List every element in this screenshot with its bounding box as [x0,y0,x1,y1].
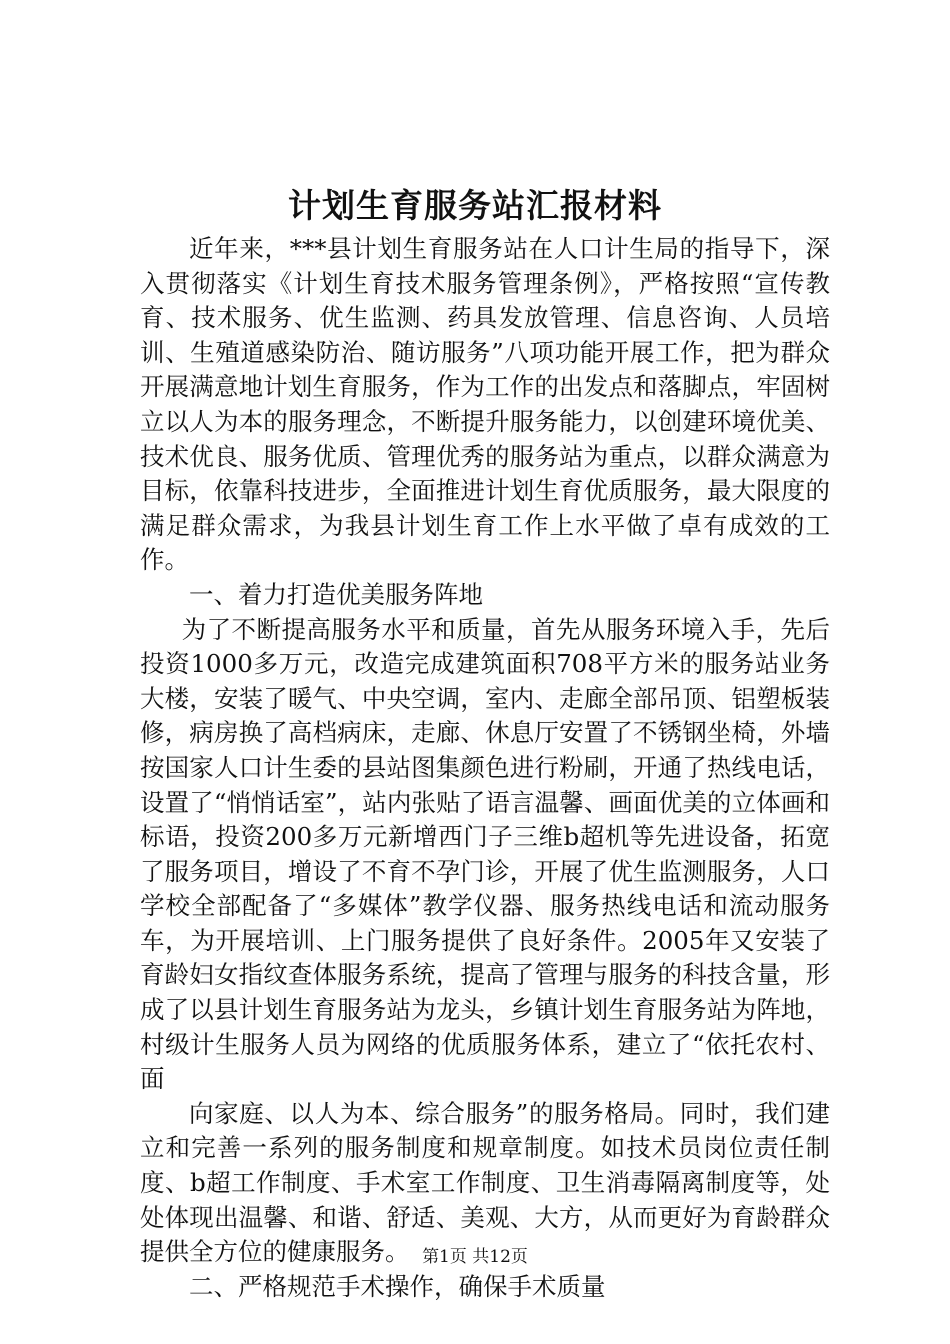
section-heading-1: 一、着力打造优美服务阵地 [189,579,483,609]
document-body [140,232,830,1304]
page-footer: 第1页 共12页 [422,1247,528,1267]
paragraph-intro: 近年来，***县计划生育服务站在人口计生局的指导下，深入贯彻落实《计划生育技术服务管理条例》，严格按照“宣传教育、技术服务、优生监测、药具发放管理、信息咨询、人员培训、生殖道感染防治、随访服务”八项功能开展工作，把为群众开展满意地计划生育服务，作为工作的出发点和落脚点，牢固树立以人为本的服务理念，不断提升服务能力，以创建环境优美、技术优良、服务优质、管理优秀的服务站为重点，以群众满意为目标，依靠科技进步，全面推进计划生育优质服务，最大限度的满足群众需求，为我县计划生育工作上水平做了卓有成效的工作。 [140,234,830,575]
paragraph-section-1-part-2: 向家庭、以人为本、综合服务”的服务格局。同时，我们建立和完善一系列的服务制度和规章制度。如技术员岗位责任制度、b超工作制度、手术室工作制度、卫生消毒隔离制度等，处处体现出温馨、和谐、舒适、美观、大方，从而更好为育龄群众提供全方位的健康服务。 [140,1098,830,1267]
document-title: 计划生育服务站汇报材料 [288,186,662,225]
section-heading-2: 二、严格规范手术操作，确保手术质量 [189,1271,606,1301]
paragraph-section-1-part-1: 为了不断提高服务水平和质量，首先从服务环境入手，先后投资1000多万元，改造完成建筑面积708平方米的服务站业务大楼，安装了暖气、中央空调，室内、走廊全部吊顶、铝塑板装修，病房换了高档病床，走廊、休息厅安置了不锈钢坐椅，外墙按国家人口计生委的县站图集颜色进行粉刷，开通了热线电话，设置了“悄悄话室”，站内张贴了语言温馨、画面优美的立体画和标语，投资200多万元新增西门子三维b超机等先进设备，拓宽了服务项目，增设了不育不孕门诊，开展了优生监测服务，人口学校全部配备了“多媒体”教学仪器、服务热线电话和流动服务车，为开展培训、上门服务提供了良好条件。2005年又安装了育龄妇女指纹查体服务系统，提高了管理与服务的科技含量，形成了以县计划生育服务站为龙头，乡镇计划生育服务站为阵地，村级计生服务人员为网络的优质服务体系，建立了“依托农村、面 [140,614,830,1094]
